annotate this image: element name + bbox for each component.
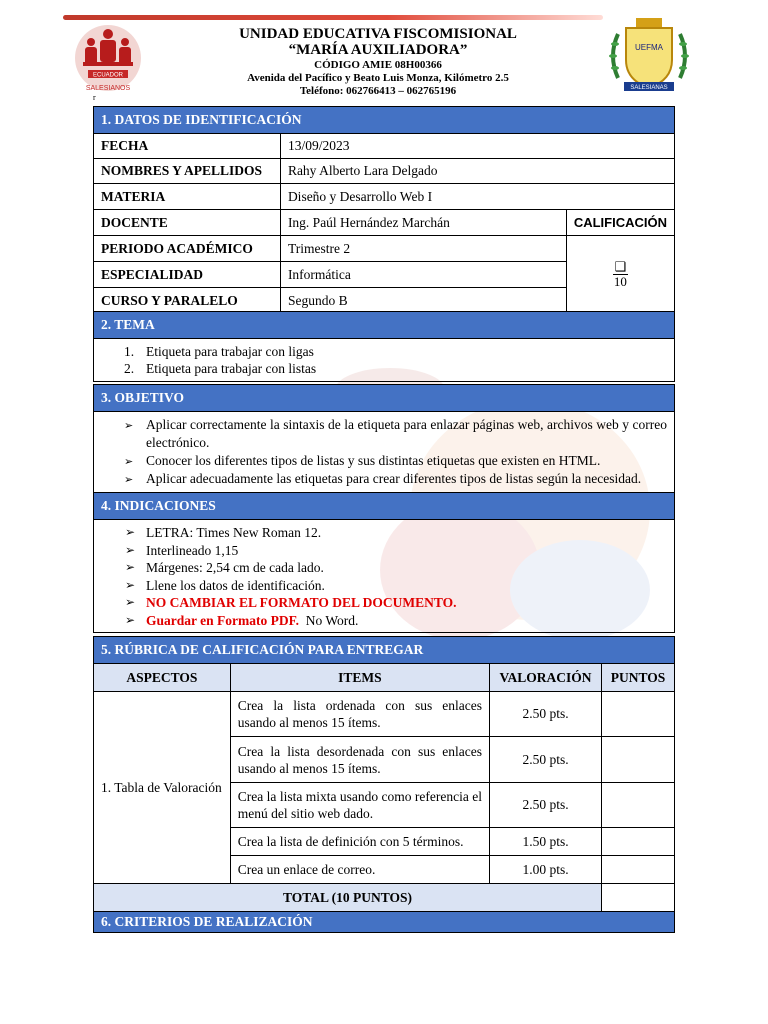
section-header-indicaciones: 4. INDICACIONES <box>94 493 675 520</box>
arrow-bullet-icon: ➢ <box>124 456 134 468</box>
aspecto-cell: 1. Tabla de Valoración <box>94 692 231 884</box>
total-label: TOTAL (10 PUNTOS) <box>94 884 602 912</box>
address: Avenida del Pacífico y Beato Luis Monza, Kilómetro 2.5 <box>247 72 509 84</box>
arrowhead-bullet-icon: ➢ <box>125 525 136 539</box>
header-red-rule <box>63 15 603 20</box>
arrow-bullet-icon: ➢ <box>124 474 134 486</box>
list-item-warning: ➢ Guardar en Formato PDF. No Word. <box>125 612 359 628</box>
nombres-value: Rahy Alberto Lara Delgado <box>280 159 674 184</box>
list-item: 1. Etiqueta para trabajar con ligas <box>124 344 314 359</box>
section-header-identification: 1. DATOS DE IDENTIFICACIÓN <box>94 107 675 134</box>
table-row: Crea la lista mixta usando como referencia el menú del sitio web dado. 2.50 pts. <box>94 783 675 828</box>
list-item: ➢ Conocer los diferentes tipos de listas y sus distintas etiquetas que existen en HTML. <box>94 452 667 470</box>
puntos-cell <box>602 692 675 737</box>
stray-mark: r <box>93 93 96 102</box>
col-header-puntos: PUNTOS <box>602 664 675 692</box>
calificacion-box <box>566 236 674 314</box>
svg-text:SALESIANOS: SALESIANOS <box>85 85 131 92</box>
materia-value: Diseño y Desarrollo Web I <box>280 184 674 210</box>
arrowhead-bullet-icon: ➢ <box>125 560 136 574</box>
svg-text:SALESIANAS: SALESIANAS <box>630 85 668 91</box>
svg-text:UEFMA: UEFMA <box>635 43 663 52</box>
grade-checkbox: ❑ <box>614 258 627 274</box>
puntos-cell <box>602 856 675 884</box>
school-name: “MARÍA AUXILIADORA” <box>288 42 468 58</box>
curso-value: Segundo B <box>280 288 566 314</box>
section-header-rubrica: 5. RÚBRICA DE CALIFICACIÓN PARA ENTREGAR <box>94 637 675 664</box>
arrowhead-bullet-icon: ➢ <box>125 595 136 609</box>
list-item: ➢ Llene los datos de identificación. <box>125 577 325 593</box>
list-item: ➢ Aplicar adecuadamente las etiquetas para crear diferentes tipos de listas según la necesidad. <box>94 470 667 488</box>
list-item: ➢ Márgenes: 2,54 cm de cada lado. <box>125 560 324 575</box>
salesianos-ecuador-logo <box>62 24 154 98</box>
institution-name: UNIDAD EDUCATIVA FISCOMISIONAL <box>239 26 517 42</box>
phone: Teléfono: 062766413 – 062765196 <box>299 85 457 97</box>
arrowhead-bullet-icon: ➢ <box>125 612 136 627</box>
arrowhead-bullet-icon: ➢ <box>125 577 136 592</box>
calificacion-label: CALIFICACIÓN <box>566 210 674 236</box>
total-points-cell <box>602 884 675 912</box>
periodo-value: Trimestre 2 <box>280 236 566 262</box>
table-row: 1. Tabla de Valoración Crea la lista ordenada con sus enlaces usando al menos 15 ítems. 2.50 pts. <box>94 692 675 737</box>
grade-denominator: 10 <box>613 273 627 289</box>
list-item: ➢ LETRA: Times New Roman 12. <box>125 525 322 540</box>
list-item: 2. Etiqueta para trabajar con listas <box>124 361 317 376</box>
list-item: ➢ Aplicar correctamente la sintaxis de la etiqueta para enlazar páginas web, archivos web y correo electrónico. <box>124 417 667 450</box>
list-item-warning: ➢ NO CAMBIAR EL FORMATO DEL DOCUMENTO. <box>125 595 457 610</box>
tema-table <box>93 311 675 382</box>
arrow-bullet-icon: ➢ <box>124 420 134 432</box>
arrowhead-bullet-icon: ➢ <box>125 542 136 557</box>
especialidad-value: Informática <box>280 262 566 288</box>
indicaciones-table <box>93 492 675 633</box>
col-header-valoracion: VALORACIÓN <box>490 664 602 692</box>
docente-value: Ing. Paúl Hernández Marchán <box>280 210 566 236</box>
list-item: ➢ Interlineado 1,15 <box>125 542 239 558</box>
puntos-cell <box>602 783 675 828</box>
table-row: Crea la lista desordenada con sus enlaces usando al menos 15 ítems. 2.50 pts. <box>94 737 675 783</box>
rubrica-table <box>93 636 675 933</box>
section-header-criterios: 6. CRITERIOS DE REALIZACIÓN <box>94 912 675 933</box>
puntos-cell <box>602 737 675 783</box>
table-row: Crea la lista de definición con 5 términos. 1.50 pts. <box>94 828 675 856</box>
objetivo-table <box>93 384 675 493</box>
uefma-crest-logo <box>606 16 692 96</box>
col-header-aspectos: ASPECTOS <box>94 664 231 692</box>
puntos-cell <box>602 828 675 856</box>
amie-code: CÓDIGO AMIE 08H00366 <box>314 59 442 71</box>
table-row: Crea un enlace de correo. 1.00 pts. <box>94 856 675 884</box>
logo-left-text: ECUADOR <box>92 72 124 79</box>
col-header-items: ITEMS <box>230 664 489 692</box>
document-header <box>150 26 606 97</box>
section-header-tema: 2. TEMA <box>94 312 675 339</box>
identification-table: 1. DATOS DE IDENTIFICACIÓN FECHA 13/09/2023 NOMBRES Y APELLIDOS Rahy Alberto Lara Delgado MATERIA Diseño y Desarrollo Web I DOCENTE Ing. Paúl Hernández Marchán CALIFICACIÓN PERIODO ACADÉMICO Trimestre 2 ❑ 10 ESPECIALIDAD Informática CURSO Y PARALELO Segundo B <box>93 106 675 314</box>
section-header-objetivo: 3. OBJETIVO <box>94 385 675 412</box>
fecha-value: 13/09/2023 <box>280 134 674 159</box>
